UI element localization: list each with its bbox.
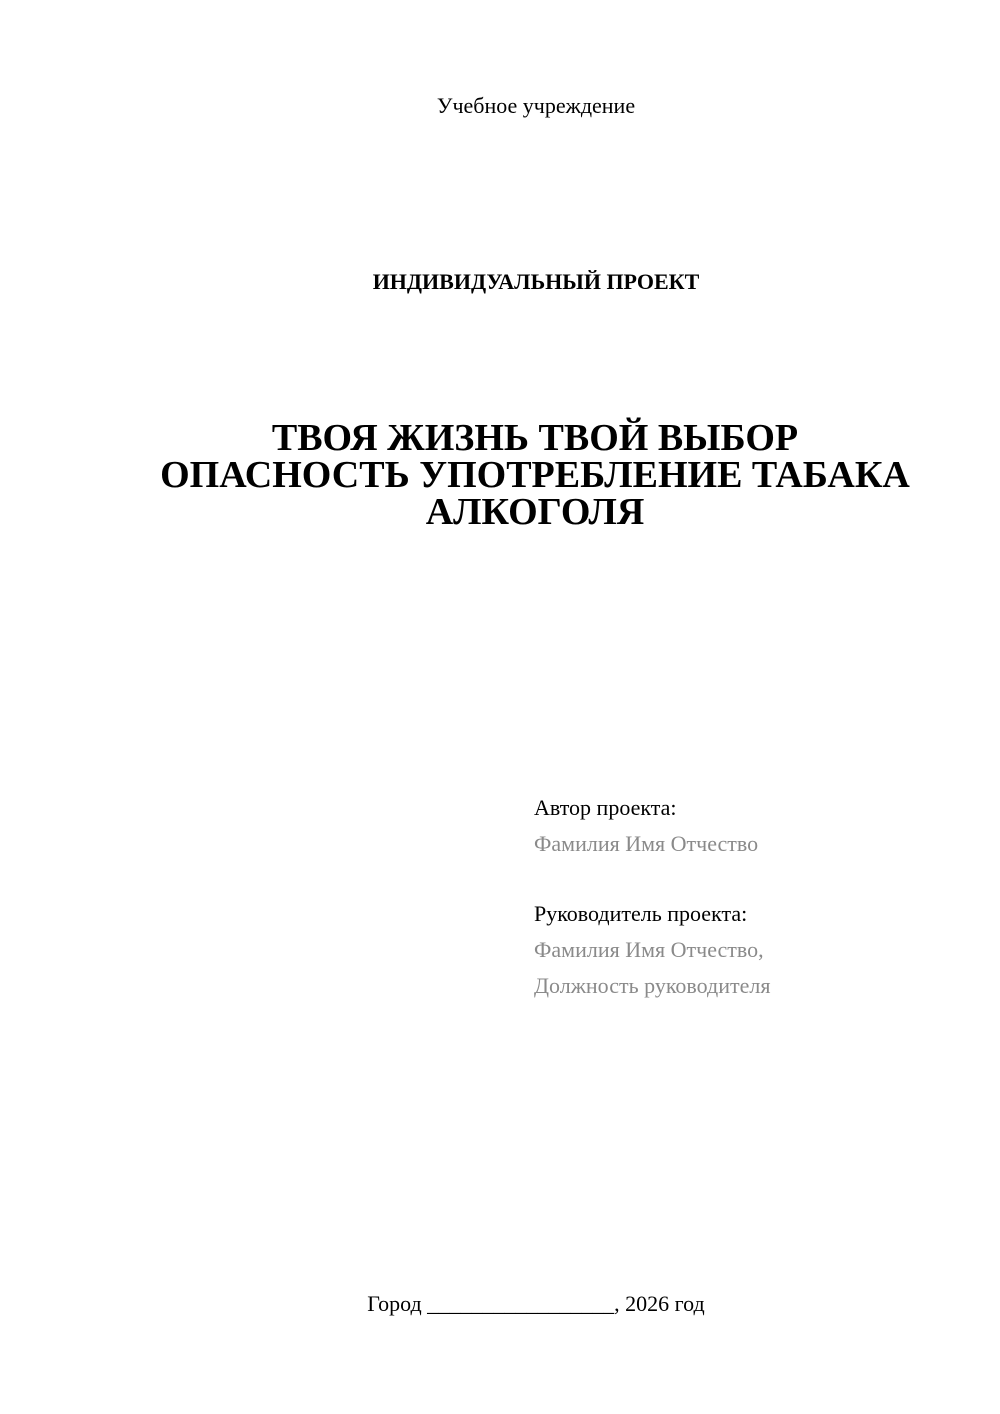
- author-label: Автор проекта:: [534, 795, 677, 820]
- supervisor-label: Руководитель проекта:: [534, 901, 748, 926]
- supervisor-position: Должность руководителя: [534, 973, 771, 998]
- document-type: ИНДИВИДУАЛЬНЫЙ ПРОЕКТ: [372, 269, 700, 294]
- institution-name: Учебное учреждение: [436, 93, 636, 118]
- supervisor-name: Фамилия Имя Отчество,: [534, 937, 764, 962]
- spacer: [534, 862, 974, 896]
- city-year-line: Город _________________, 2026 год: [367, 1291, 705, 1316]
- author-name: Фамилия Имя Отчество: [534, 831, 759, 856]
- project-title-line-3: АЛКОГОЛЯ: [425, 491, 645, 533]
- project-title-line-2: ОПАСНОСТЬ УПОТРЕБЛЕНИЕ ТАБАКА: [160, 454, 910, 496]
- project-info: [534, 790, 974, 1004]
- project-title: [130, 417, 940, 533]
- project-title-line-1: ТВОЯ ЖИЗНЬ ТВОЙ ВЫБОР: [271, 417, 799, 459]
